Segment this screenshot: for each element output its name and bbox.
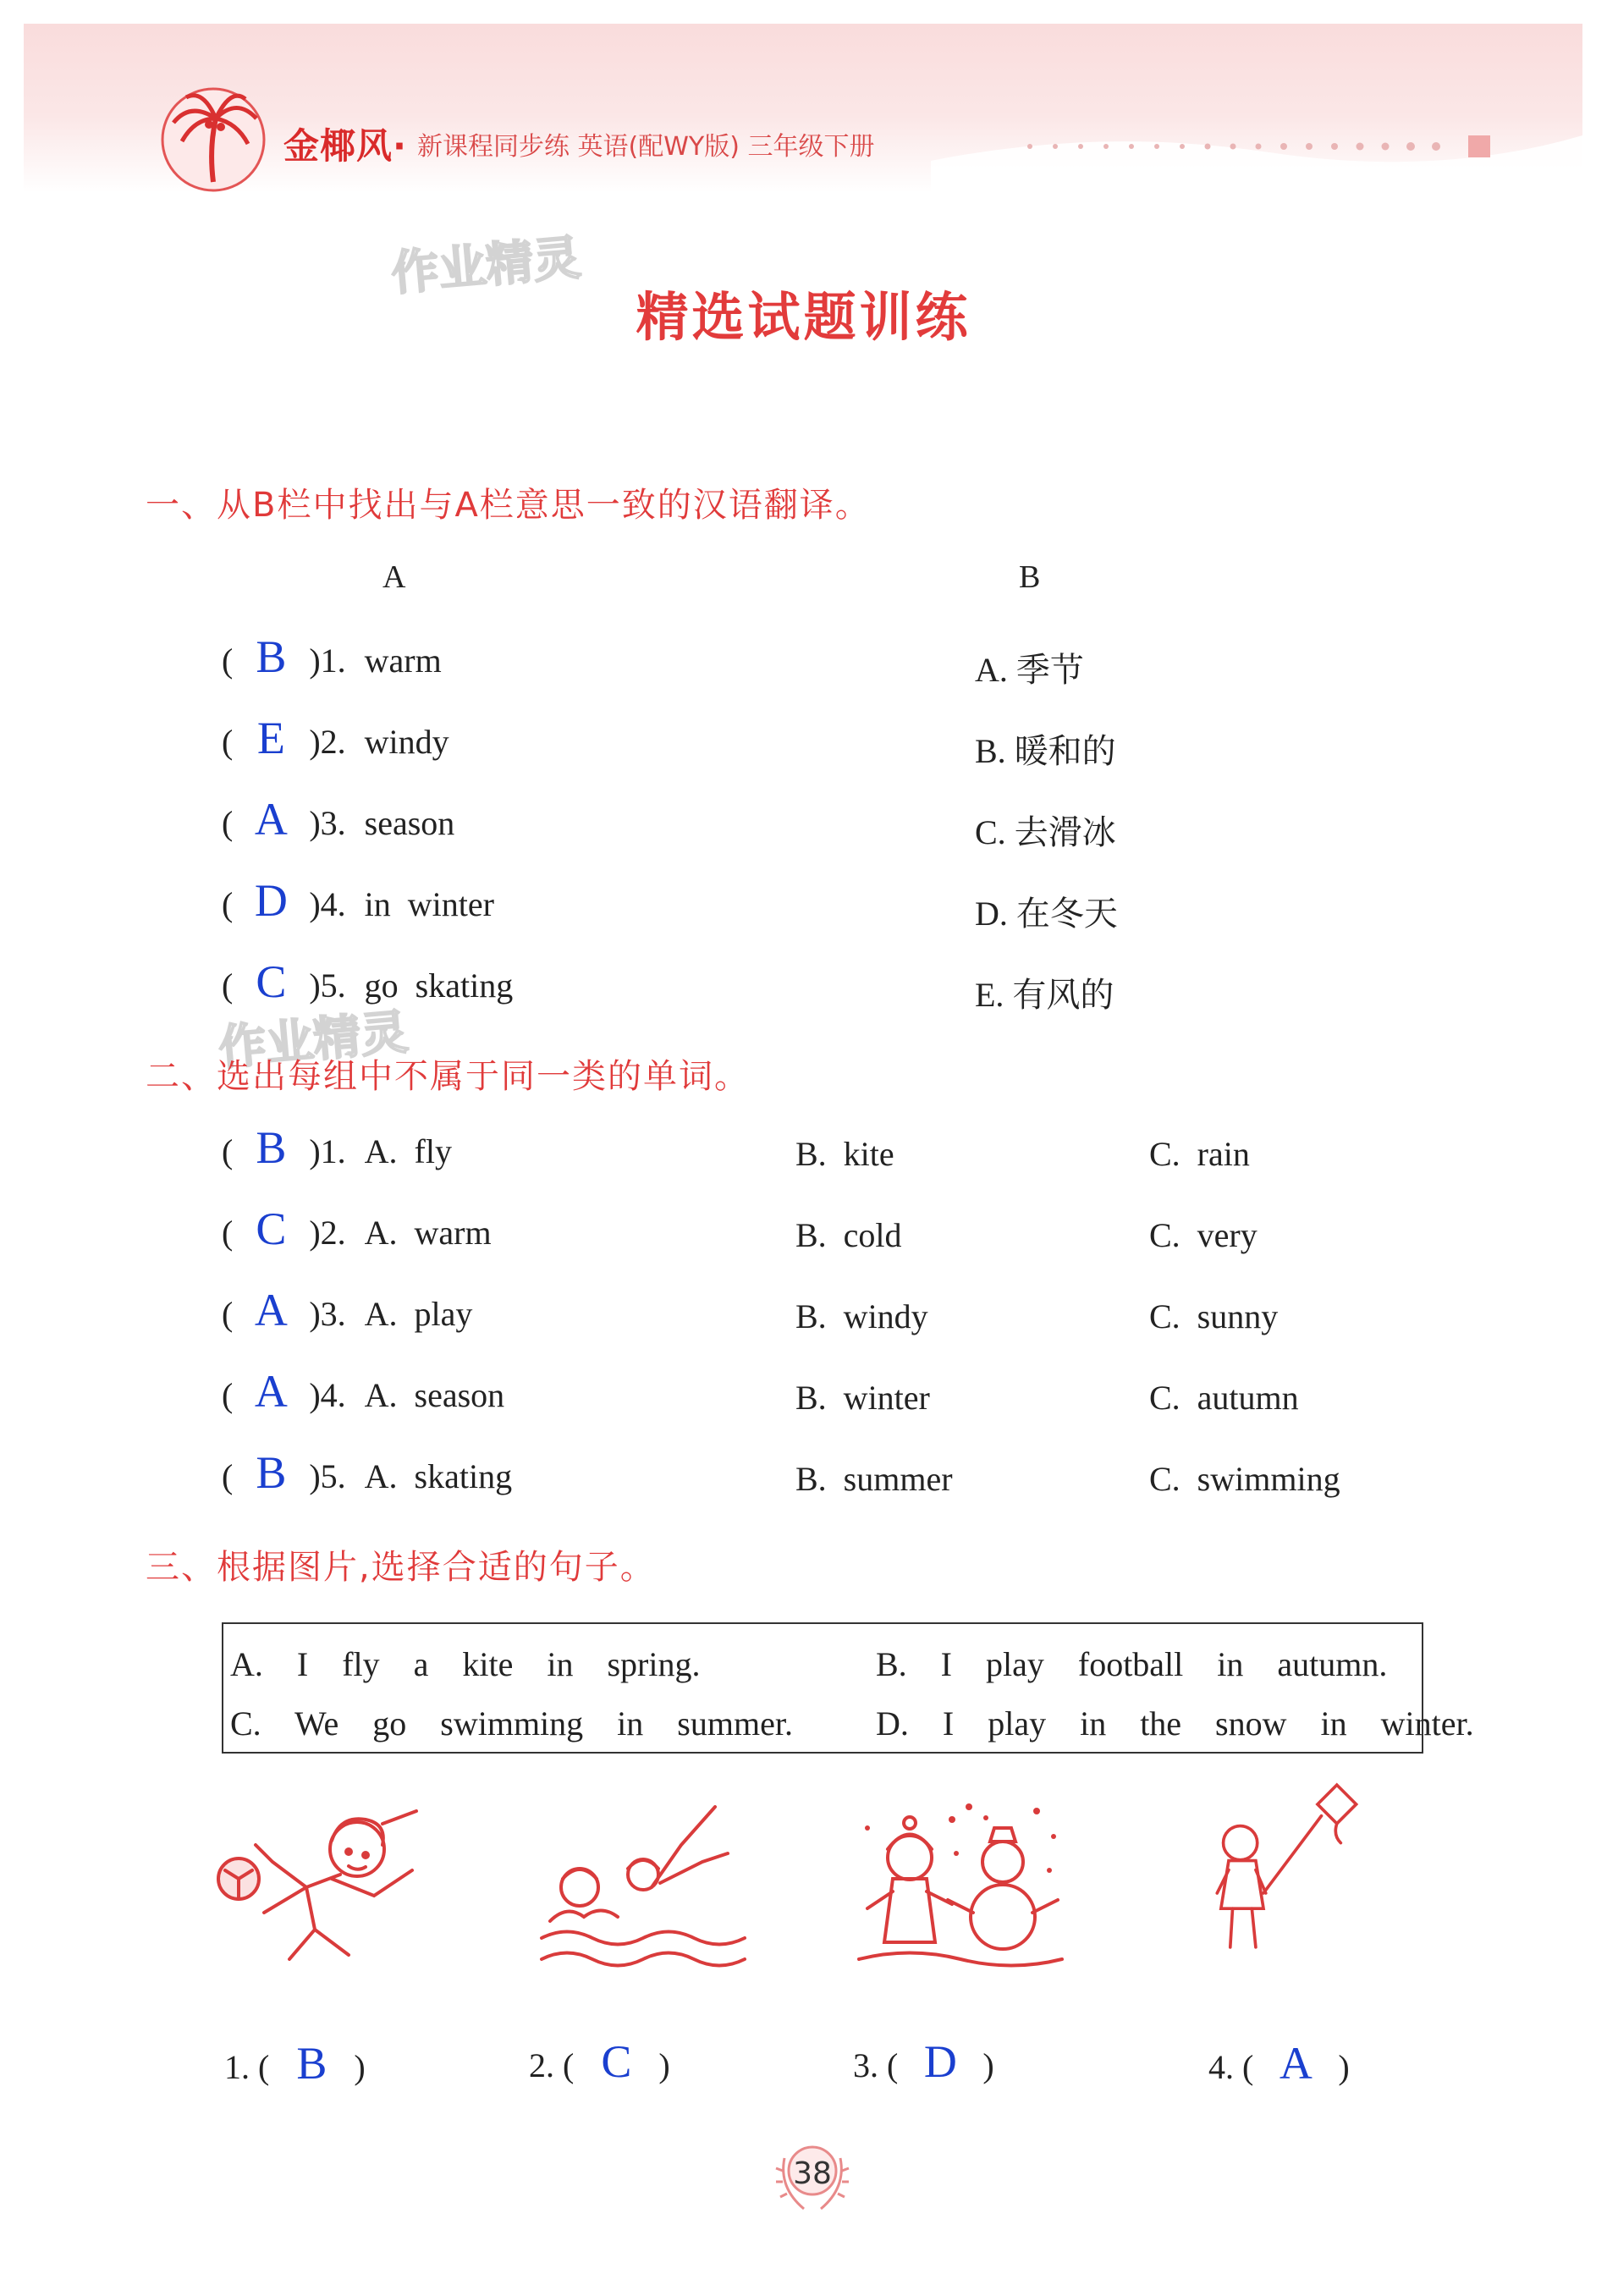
section2-heading: 二、选出每组中不属于同一类的单词。 xyxy=(146,1057,750,1096)
answer-text: C xyxy=(256,956,287,1007)
option-a: A. fly xyxy=(364,1132,452,1170)
s2-q5-option-b: B. summer xyxy=(795,1460,953,1498)
s2-q2-option-b: B. cold xyxy=(795,1216,902,1254)
sentence-option-d: D. I play in the snow in winter. xyxy=(876,1704,1474,1743)
s2-q1-option-c: C. rain xyxy=(1149,1135,1250,1173)
answer-text: D xyxy=(923,2036,957,2087)
swimming-kids-illustration xyxy=(533,1794,753,1972)
column-b-header: B xyxy=(1019,559,1041,595)
s1-question-5: ( C )5. go skating xyxy=(222,956,514,1007)
brand-name: 金椰风· xyxy=(283,125,407,167)
picture-answer-4: 4. ( A ) xyxy=(1208,2038,1350,2089)
s2-q2-option-c: C. very xyxy=(1149,1216,1258,1254)
s2-q3-option-c: C. sunny xyxy=(1149,1297,1279,1335)
question-word: windy xyxy=(364,723,449,761)
question-word: season xyxy=(364,804,455,842)
s1-option-e: E. 有风的 xyxy=(975,976,1114,1014)
answer-label: 2. xyxy=(529,2046,554,2084)
s2-question-4: ( A )4. A. season xyxy=(222,1366,505,1417)
s1-question-1: ( B )1. warm xyxy=(222,631,442,682)
page-title: 精选试题训练 xyxy=(636,286,971,348)
answer-text: D xyxy=(254,875,288,926)
s2-question-5: ( B )5. A. skating xyxy=(222,1447,513,1498)
sentence-option-a: A. I fly a kite in spring. xyxy=(230,1645,701,1683)
header-dots xyxy=(1024,140,1498,152)
question-number: )5. xyxy=(309,966,346,1005)
answer-label: 4. xyxy=(1208,2048,1234,2086)
answer-label: 3. xyxy=(853,2046,878,2084)
section3-heading: 三、根据图片,选择合适的句子。 xyxy=(146,1548,656,1587)
header-subtitle: 新课程同步练 英语(配WY版) 三年级下册 xyxy=(417,132,875,162)
answer-text: C xyxy=(256,1203,287,1254)
s2-question-2: ( C )2. A. warm xyxy=(222,1203,492,1254)
sentence-option-c: C. We go swimming in summer. xyxy=(230,1704,793,1743)
question-number: )2. xyxy=(309,723,346,761)
question-number: )1. xyxy=(309,1132,346,1170)
question-number: )2. xyxy=(309,1214,346,1252)
picture-answer-2: 2. ( C ) xyxy=(529,2036,670,2087)
palm-logo-icon xyxy=(157,80,271,195)
answer-text: A xyxy=(254,1285,288,1335)
answer-text: A xyxy=(1279,2038,1313,2089)
column-a-header: A xyxy=(382,559,406,595)
question-word: in winter xyxy=(364,885,494,923)
s2-q1-option-b: B. kite xyxy=(795,1135,894,1173)
answer-text: B xyxy=(256,631,287,682)
s2-q5-option-c: C. swimming xyxy=(1149,1460,1340,1498)
sentence-option-b: B. I play football in autumn. xyxy=(876,1645,1388,1683)
option-a: A. skating xyxy=(364,1457,513,1495)
watermark: 作业精灵 xyxy=(216,1005,410,1076)
question-word: warm xyxy=(364,641,442,680)
football-player-illustration xyxy=(213,1794,433,1972)
s1-option-a: A. 季节 xyxy=(975,651,1084,689)
s1-option-c: C. 去滑冰 xyxy=(975,813,1116,851)
s2-question-3: ( A )3. A. play xyxy=(222,1285,473,1335)
answer-text: B xyxy=(256,1447,287,1498)
snowman-illustration xyxy=(850,1794,1070,1972)
header-square xyxy=(1468,135,1490,157)
s2-q3-option-b: B. windy xyxy=(795,1297,928,1335)
answer-text: A xyxy=(254,794,288,845)
question-number: )4. xyxy=(309,885,346,923)
answer-text: A xyxy=(254,1366,288,1417)
page-number: 38 xyxy=(793,2156,832,2191)
answer-text: E xyxy=(256,713,285,763)
option-a: A. warm xyxy=(364,1214,492,1252)
s1-option-b: B. 暖和的 xyxy=(975,732,1116,770)
s2-q4-option-c: C. autumn xyxy=(1149,1379,1299,1417)
s1-option-d: D. 在冬天 xyxy=(975,895,1118,933)
s1-question-4: ( D )4. in winter xyxy=(222,875,494,926)
answer-text: B xyxy=(296,2038,327,2089)
answer-label: 1. xyxy=(224,2048,250,2086)
answer-text: C xyxy=(601,2036,632,2087)
picture-answer-3: 3. ( D ) xyxy=(853,2036,994,2087)
question-number: )1. xyxy=(309,641,346,680)
option-a: A. play xyxy=(364,1295,473,1333)
s2-q4-option-b: B. winter xyxy=(795,1379,930,1417)
question-number: )5. xyxy=(309,1457,346,1495)
question-number: )3. xyxy=(309,1295,346,1333)
question-number: )3. xyxy=(309,804,346,842)
question-word: go skating xyxy=(364,966,514,1005)
s2-question-1: ( B )1. A. fly xyxy=(222,1122,452,1173)
picture-answer-1: 1. ( B ) xyxy=(224,2038,366,2089)
s1-question-3: ( A )3. season xyxy=(222,794,455,845)
watermark: 作业精灵 xyxy=(388,230,583,302)
section1-heading: 一、从B栏中找出与A栏意思一致的汉语翻译。 xyxy=(146,486,871,525)
question-number: )4. xyxy=(309,1376,346,1414)
answer-text: B xyxy=(256,1122,287,1173)
kite-flying-illustration xyxy=(1180,1777,1401,1955)
s1-question-2: ( E )2. windy xyxy=(222,713,449,763)
option-a: A. season xyxy=(364,1376,505,1414)
